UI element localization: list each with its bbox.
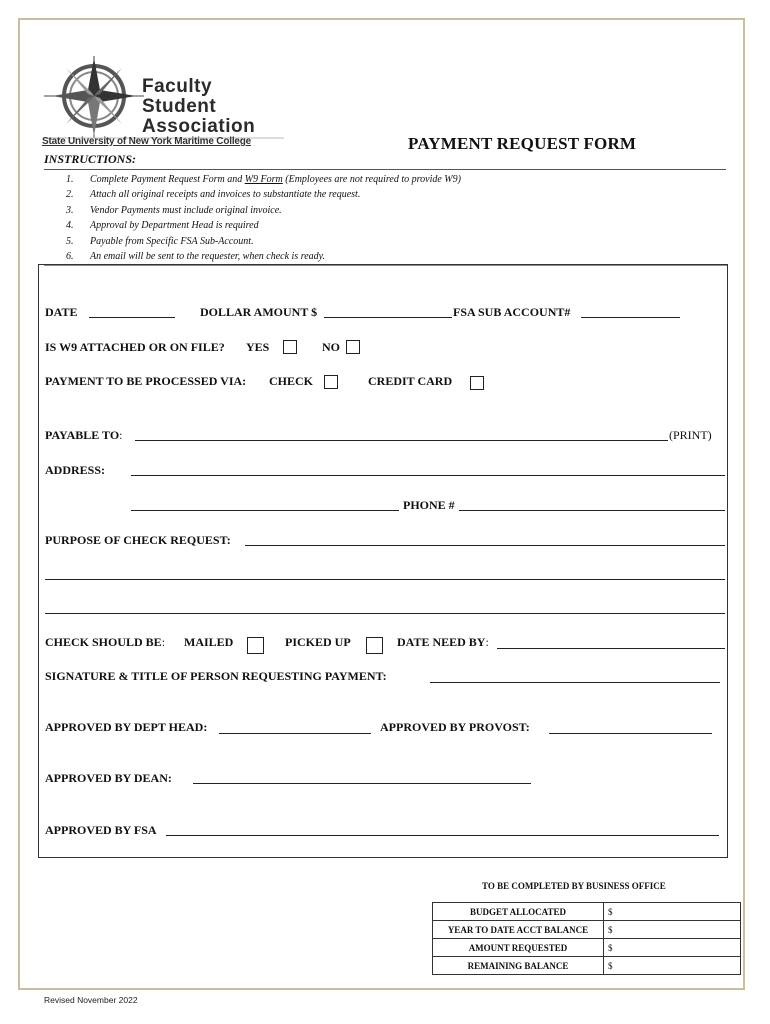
table-row — [433, 957, 741, 975]
approved-dept-head-field[interactable] — [219, 733, 371, 734]
purpose-line-1[interactable] — [245, 545, 725, 546]
form-title: PAYMENT REQUEST FORM — [408, 134, 637, 153]
w9-question-label: IS W9 ATTACHED OR ON FILE? — [45, 340, 225, 354]
table-row — [433, 939, 741, 957]
payable-to-label: PAYABLE TO: — [45, 428, 123, 442]
address-label: ADDRESS: — [45, 463, 106, 477]
approved-dean-label: APPROVED BY DEAN: — [45, 771, 172, 785]
instruction-item: 4. Approval by Department Head is required — [66, 220, 259, 232]
print-hint: (PRINT) — [669, 428, 712, 442]
ytd-acct-balance-label: YEAR TO DATE ACCT BALANCE — [433, 921, 604, 939]
approved-fsa-label: APPROVED BY FSA — [45, 823, 157, 837]
budget-allocated-value[interactable]: $ — [604, 903, 741, 921]
purpose-label: PURPOSE OF CHECK REQUEST: — [45, 533, 231, 547]
credit-card-option-label: CREDIT CARD — [368, 374, 453, 388]
w9-form-link[interactable]: W9 Form — [244, 174, 283, 185]
amount-requested-label: AMOUNT REQUESTED — [433, 939, 604, 957]
business-office-table — [432, 902, 741, 975]
ytd-acct-balance-value[interactable]: $ — [604, 921, 741, 939]
org-subtitle: State University of New York Maritime College — [42, 136, 252, 147]
remaining-balance-value[interactable]: $ — [604, 957, 741, 975]
purpose-line-2[interactable] — [45, 579, 725, 580]
remaining-balance-label: REMAINING BALANCE — [433, 957, 604, 975]
budget-allocated-label: BUDGET ALLOCATED — [433, 903, 604, 921]
approved-provost-field[interactable] — [549, 733, 712, 734]
date-need-by-label: DATE NEED BY: — [397, 635, 489, 649]
picked-up-label: PICKED UP — [285, 635, 351, 649]
instruction-item: 6. An email will be sent to the requester, when check is ready. — [66, 250, 326, 262]
business-office-title: TO BE COMPLETED BY BUSINESS OFFICE — [482, 881, 666, 891]
signature-field[interactable] — [430, 682, 720, 683]
w9-yes-checkbox[interactable] — [283, 340, 297, 354]
mailed-label: MAILED — [184, 635, 234, 649]
instructions-top-rule — [44, 169, 726, 170]
phone-field[interactable] — [459, 510, 725, 511]
instruction-item: 5. Payable from Specific FSA Sub-Account. — [66, 235, 254, 247]
org-name: Faculty Student Association — [142, 76, 256, 137]
picked-up-checkbox[interactable] — [366, 637, 383, 654]
date-need-by-field[interactable] — [497, 648, 725, 649]
dollar-amount-label: DOLLAR AMOUNT $ — [200, 305, 318, 319]
mailed-checkbox[interactable] — [247, 637, 264, 654]
instructions-heading: INSTRUCTIONS: — [44, 152, 137, 166]
w9-yes-label: YES — [246, 340, 270, 354]
approved-dean-field[interactable] — [193, 783, 531, 784]
signature-label: SIGNATURE & TITLE OF PERSON REQUESTING PAYMENT: — [45, 669, 387, 683]
instruction-item: 3. Vendor Payments must include original invoice. — [66, 204, 282, 216]
revision-note: Revised November 2022 — [44, 995, 138, 1005]
approved-dept-head-label: APPROVED BY DEPT HEAD: — [45, 720, 208, 734]
address-line-2[interactable] — [131, 510, 399, 511]
approved-fsa-field[interactable] — [166, 835, 719, 836]
fsa-sub-account-label: FSA SUB ACCOUNT# — [453, 305, 571, 319]
fsa-sub-account-field[interactable] — [581, 317, 680, 318]
dollar-amount-field[interactable] — [324, 317, 452, 318]
date-label: DATE — [45, 305, 78, 319]
amount-requested-value[interactable]: $ — [604, 939, 741, 957]
address-line-1[interactable] — [131, 475, 725, 476]
date-field[interactable] — [89, 317, 175, 318]
check-should-be-label: CHECK SHOULD BE: — [45, 635, 166, 649]
w9-no-checkbox[interactable] — [346, 340, 360, 354]
purpose-line-3[interactable] — [45, 613, 725, 614]
check-checkbox[interactable] — [324, 375, 338, 389]
instruction-item: 1. Complete Payment Request Form and W9 Form (Employees are not required to provide W9) — [66, 174, 461, 185]
instructions-list — [66, 172, 461, 264]
table-row — [433, 921, 741, 939]
table-row — [433, 903, 741, 921]
instruction-item: 2. Attach all original receipts and invoices to substantiate the request. — [66, 189, 361, 201]
phone-label: PHONE # — [403, 498, 455, 512]
payment-via-label: PAYMENT TO BE PROCESSED VIA: — [45, 374, 247, 388]
w9-no-label: NO — [322, 340, 340, 354]
payable-to-field[interactable] — [135, 440, 668, 441]
check-option-label: CHECK — [269, 374, 314, 388]
credit-card-checkbox[interactable] — [470, 376, 484, 390]
approved-provost-label: APPROVED BY PROVOST: — [380, 720, 530, 734]
